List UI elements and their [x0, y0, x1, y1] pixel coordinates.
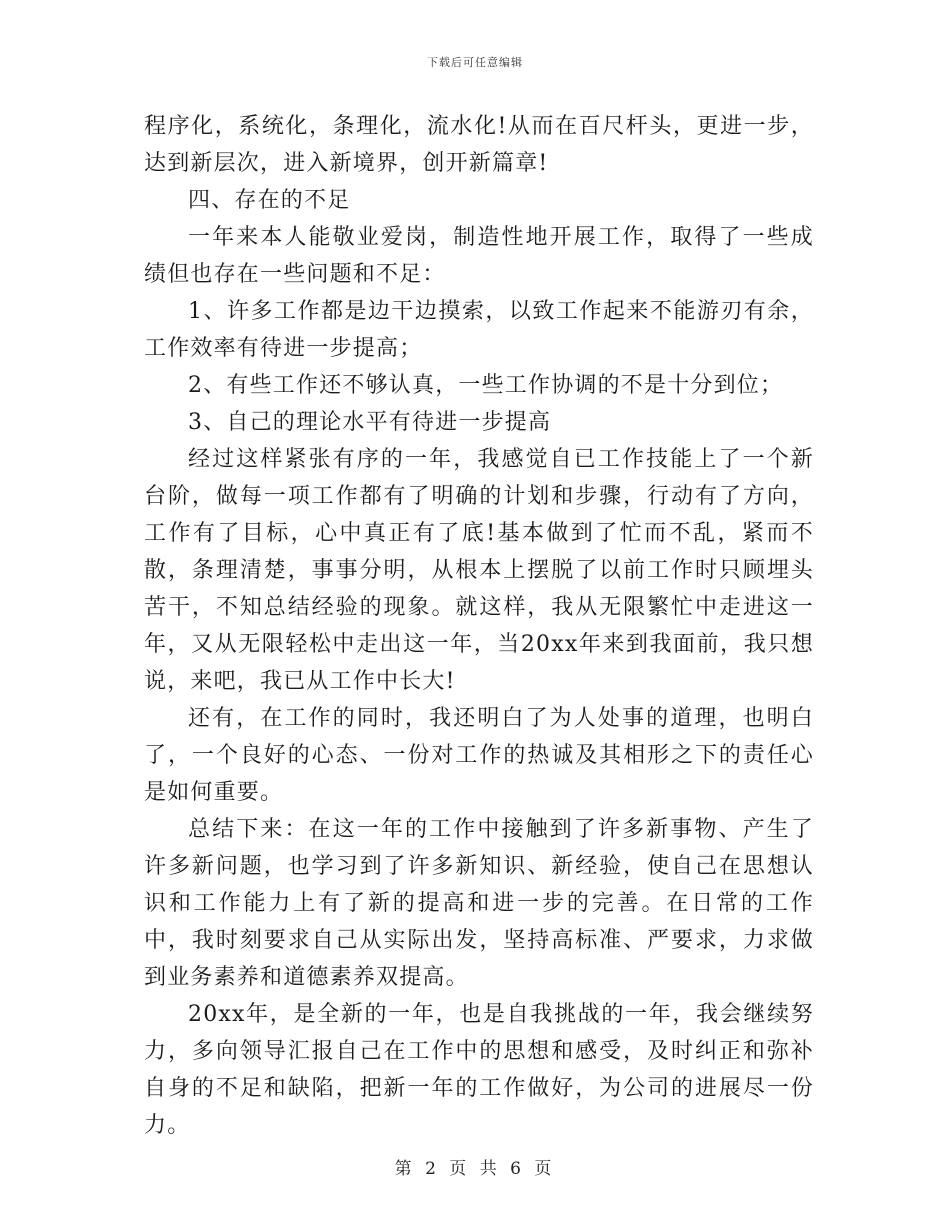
section-heading-shortcomings: 四、存在的不足 — [188, 188, 351, 213]
paragraph-reflection: 经过这样紧张有序的一年，我感觉自已工作技能上了一个新台阶，做每一项工作都有了明确的计划和步骤，行动有了方向，工作有了目标，心中真正有了底!基本做到了忙而不乱，紧而不散，条理清楚，事事分明，从根本上摆脱了以前工作时只顾埋头苦干，不知总结经验的现象。就这样，我从无限繁忙中走进这一年，又从无限轻松中走出这一年，当20xx年来到我面前，我只想说，来吧，我已从工作中长大! — [144, 447, 814, 694]
page-header: 下载后可任意编辑 — [427, 56, 523, 69]
paragraph-summary: 总结下来：在这一年的工作中接触到了许多新事物、产生了许多新问题，也学习到了许多新知识、新经验，使自己在思想认识和工作能力上有了新的提高和进一步的完善。在日常的工作中，我时刻要求自己从实际出发，坚持高标准、严要求，力求做到业务素养和道德素养双提高。 — [144, 817, 814, 990]
list-item-1: 1、许多工作都是边干边摸索，以致工作起来不能游刃有余，工作效率有待进一步提高； — [144, 299, 814, 361]
document-body — [144, 108, 814, 1144]
paragraph-outlook: 20xx年，是全新的一年，也是自我挑战的一年，我会继续努力，多向领导汇报自己在工作中的思想和感受，及时纠正和弥补自身的不足和缺陷，把新一年的工作做好，为公司的进展尽一份力。 — [144, 1002, 814, 1138]
paragraph-intro-shortcomings: 一年来本人能敬业爱岗，制造性地开展工作，取得了一些成绩但也存在一些问题和不足： — [144, 225, 814, 287]
list-item-2: 2、有些工作还不够认真，一些工作协调的不是十分到位； — [188, 373, 784, 398]
list-item-3: 3、自己的理论水平有待进一步提高 — [188, 410, 552, 435]
paragraph-continuation: 程序化，系统化，条理化，流水化!从而在百尺杆头，更进一步，达到新层次，进入新境界，创开新篇章! — [144, 114, 814, 176]
page-number-footer: 第 2 页 共 6 页 — [394, 1159, 556, 1179]
paragraph-attitude: 还有，在工作的同时，我还明白了为人处事的道理，也明白了，一个良好的心态、一份对工作的热诚及其相形之下的责任心是如何重要。 — [144, 706, 814, 805]
